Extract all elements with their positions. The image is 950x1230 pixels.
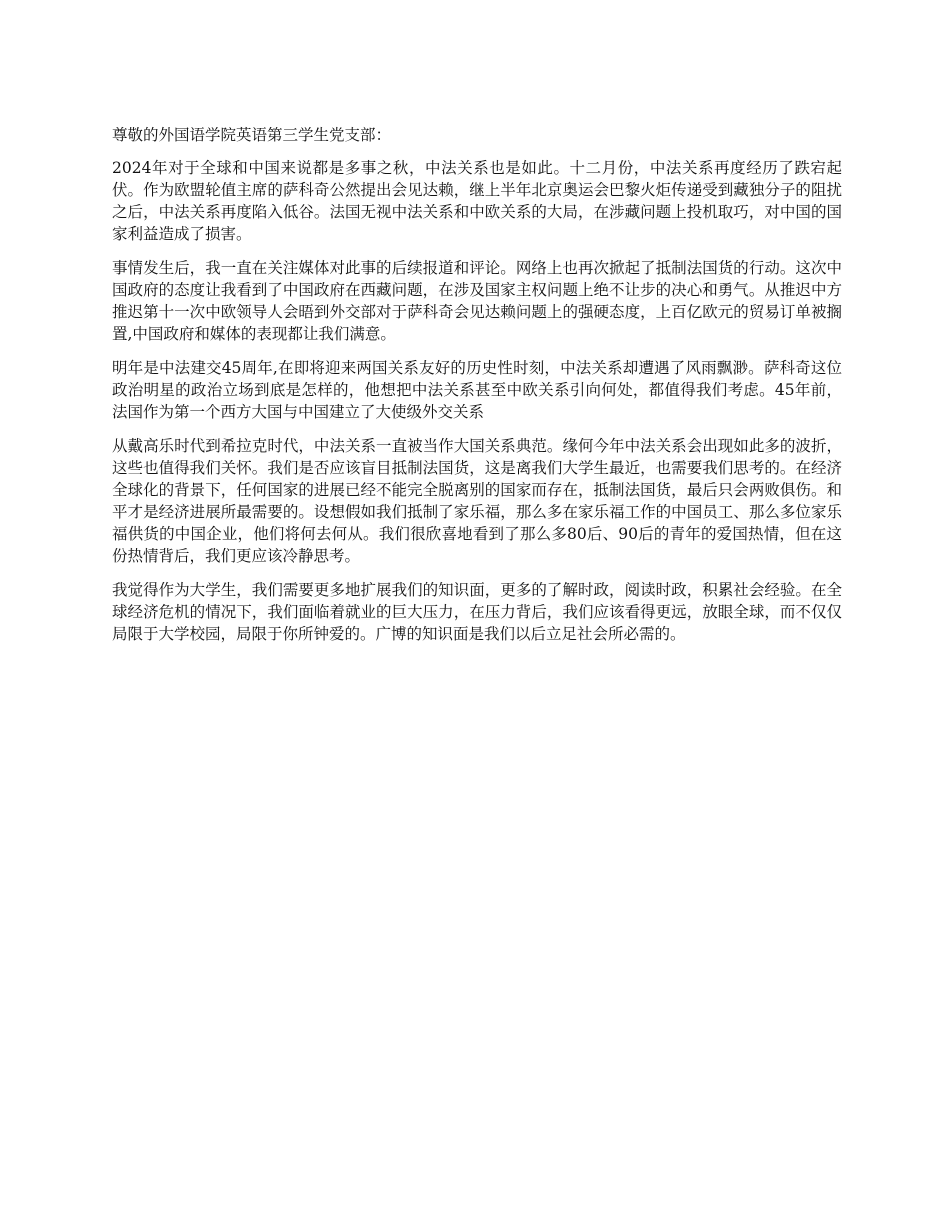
paragraph-4: 从戴高乐时代到希拉克时代，中法关系一直被当作大国关系典范。缘何今年中法关系会出现如此多的波折，这些也值得我们关怀。我们是否应该盲目抵制法国货，这是离我们大学生最近，也需要我们思考的。在经济全球化的背景下，任何国家的进展已经不能完全脱离别的国家而存在，抵制法国货，最后只会两败俱伤。和平才是经济进展所最需要的。设想假如我们抵制了家乐福，那么多在家乐福工作的中国员工、那么多位家乐福供货的中国企业，他们将何去何从。我们很欣喜地看到了那么多80后、90后的青年的爱国热情，但在这份热情背后，我们更应该冷静思考。 — [112, 437, 842, 565]
paragraph-1: 2024年对于全球和中国来说都是多事之秋，中法关系也是如此。十二月份，中法关系再度经历了跌宕起伏。作为欧盟轮值主席的萨科奇公然提出会见达赖，继上半年北京奥运会巴黎火炬传递受到藏独分子的阻扰之后，中法关系再度陷入低谷。法国无视中法关系和中欧关系的大局，在涉藏问题上投机取巧，对中国的国家利益造成了损害。 — [112, 159, 842, 243]
document-page — [112, 124, 842, 657]
paragraph-3: 明年是中法建交45周年,在即将迎来两国关系友好的历史性时刻，中法关系却遭遇了风雨飘渺。萨科奇这位政治明星的政治立场到底是怎样的，他想把中法关系甚至中欧关系引向何处，都值得我们考虑。45年前，法国作为第一个西方大国与中国建立了大使级外交关系 — [112, 359, 842, 421]
paragraph-5: 我觉得作为大学生，我们需要更多地扩展我们的知识面，更多的了解时政，阅读时政，积累社会经验。在全球经济危机的情况下，我们面临着就业的巨大压力，在压力背后，我们应该看得更远，放眼全球，而不仅仅局限于大学校园，局限于你所钟爱的。广博的知识面是我们以后立足社会所必需的。 — [112, 581, 842, 643]
paragraph-2: 事情发生后，我一直在关注媒体对此事的后续报道和评论。网络上也再次掀起了抵制法国货的行动。这次中国政府的态度让我看到了中国政府在西藏问题，在涉及国家主权问题上绝不让步的决心和勇气。从推迟中方推迟第十一次中欧领导人会晤到外交部对于萨科奇会见达赖问题上的强硬态度，上百亿欧元的贸易订单被搁置,中国政府和媒体的表现都让我们满意。 — [112, 259, 842, 343]
salutation: 尊敬的外国语学院英语第三学生党支部： — [112, 126, 392, 144]
